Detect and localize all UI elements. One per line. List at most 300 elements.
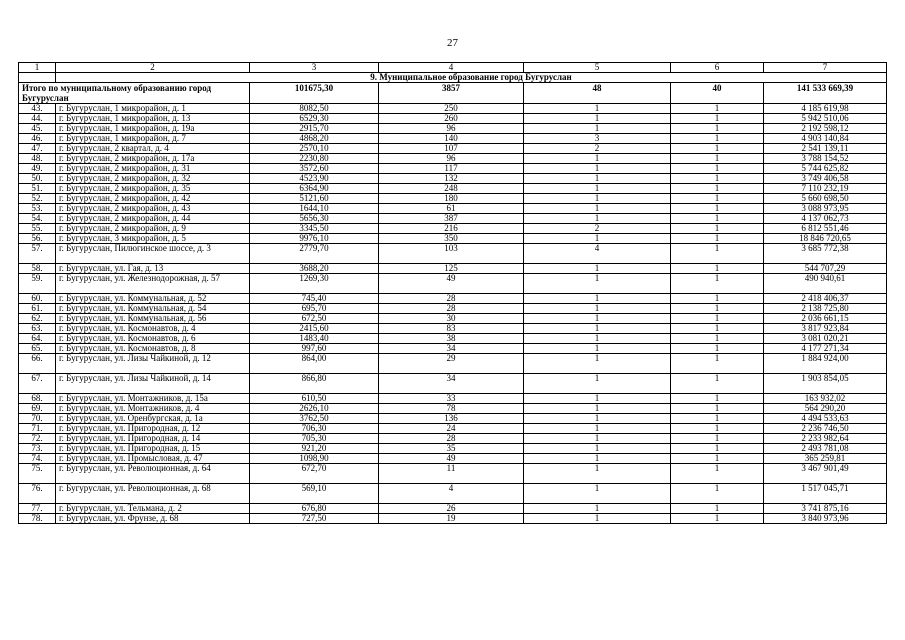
row-col6: 1 [671, 404, 764, 414]
row-col6: 1 [671, 144, 764, 154]
row-col5: 1 [524, 504, 671, 514]
table-row [19, 114, 887, 124]
row-sum: 2 236 746,50 [764, 424, 887, 434]
row-col5: 1 [524, 514, 671, 524]
row-col6: 1 [671, 204, 764, 214]
row-col6: 1 [671, 514, 764, 524]
row-col5: 1 [524, 404, 671, 414]
row-col5: 1 [524, 204, 671, 214]
row-area: 6529,30 [250, 114, 379, 124]
row-residents: 61 [379, 204, 524, 214]
row-number: 45. [19, 124, 56, 134]
table-row [19, 374, 887, 394]
row-residents: 49 [379, 274, 524, 294]
row-col5: 1 [524, 124, 671, 134]
row-col5: 1 [524, 434, 671, 444]
row-col6: 1 [671, 294, 764, 304]
row-sum: 3 088 973,95 [764, 204, 887, 214]
row-address: г. Бугуруслан, ул. Оренбургская, д. 1а [56, 414, 250, 424]
row-col5: 2 [524, 144, 671, 154]
row-address: г. Бугуруслан, ул. Космонавтов, д. 8 [56, 344, 250, 354]
row-residents: 38 [379, 334, 524, 344]
row-col5: 1 [524, 354, 671, 374]
row-address: г. Бугуруслан, ул. Космонавтов, д. 6 [56, 334, 250, 344]
row-sum: 1 884 924,00 [764, 354, 887, 374]
row-address: г. Бугуруслан, ул. Коммунальная, д. 54 [56, 304, 250, 314]
total-residents: 3857 [379, 83, 524, 104]
row-col6: 1 [671, 134, 764, 144]
row-col5: 1 [524, 324, 671, 334]
table-row [19, 104, 887, 114]
row-number: 57. [19, 244, 56, 264]
row-number: 55. [19, 224, 56, 234]
row-address: г. Бугуруслан, ул. Железнодорожная, д. 57 [56, 274, 250, 294]
row-col5: 1 [524, 294, 671, 304]
row-area: 6364,90 [250, 184, 379, 194]
row-number: 47. [19, 144, 56, 154]
row-sum: 544 707,29 [764, 264, 887, 274]
row-col6: 1 [671, 344, 764, 354]
row-number: 74. [19, 454, 56, 464]
row-number: 63. [19, 324, 56, 334]
row-residents: 107 [379, 144, 524, 154]
row-col6: 1 [671, 264, 764, 274]
row-address: г. Бугуруслан, 2 микрорайон, д. 35 [56, 184, 250, 194]
section-spacer [19, 73, 56, 83]
row-number: 72. [19, 434, 56, 444]
row-residents: 250 [379, 104, 524, 114]
row-sum: 5 660 698,50 [764, 194, 887, 204]
housing-table [18, 62, 887, 524]
row-number: 61. [19, 304, 56, 314]
row-sum: 4 137 062,73 [764, 214, 887, 224]
table-row [19, 484, 887, 504]
row-sum: 6 812 551,46 [764, 224, 887, 234]
row-residents: 96 [379, 124, 524, 134]
row-col5: 1 [524, 344, 671, 354]
row-area: 8082,50 [250, 104, 379, 114]
row-residents: 117 [379, 164, 524, 174]
row-sum: 2 233 982,64 [764, 434, 887, 444]
row-col5: 1 [524, 394, 671, 404]
table-row [19, 324, 887, 334]
table-row [19, 414, 887, 424]
row-col6: 1 [671, 244, 764, 264]
row-sum: 2 036 661,15 [764, 314, 887, 324]
row-address: г. Бугуруслан, ул. Пригородная, д. 14 [56, 434, 250, 444]
table-row [19, 144, 887, 154]
row-address: г. Бугуруслан, ул. Монтажников, д. 15а [56, 394, 250, 404]
row-sum: 3 081 020,21 [764, 334, 887, 344]
row-sum: 365 259,81 [764, 454, 887, 464]
table-row [19, 134, 887, 144]
row-col5: 1 [524, 174, 671, 184]
row-area: 2626,10 [250, 404, 379, 414]
section-title: 9. Муниципальное образование город Бугуруслан [56, 73, 887, 83]
row-sum: 4 185 619,98 [764, 104, 887, 114]
row-col5: 1 [524, 194, 671, 204]
row-address: г. Бугуруслан, 2 микрорайон, д. 42 [56, 194, 250, 204]
row-col6: 1 [671, 504, 764, 514]
row-col6: 1 [671, 174, 764, 184]
row-number: 48. [19, 154, 56, 164]
table-row [19, 214, 887, 224]
table-row [19, 464, 887, 484]
row-address: г. Бугуруслан, 1 микрорайон, д. 7 [56, 134, 250, 144]
table-row [19, 244, 887, 264]
row-area: 5656,30 [250, 214, 379, 224]
row-sum: 564 290,20 [764, 404, 887, 414]
row-area: 672,70 [250, 464, 379, 484]
row-col5: 1 [524, 454, 671, 464]
row-residents: 103 [379, 244, 524, 264]
row-address: г. Бугуруслан, ул. Пригородная, д. 12 [56, 424, 250, 434]
row-residents: 260 [379, 114, 524, 124]
total-col5: 48 [524, 83, 671, 104]
column-number: 2 [56, 63, 250, 73]
row-area: 2230,80 [250, 154, 379, 164]
row-col6: 1 [671, 124, 764, 134]
row-address: г. Бугуруслан, ул. Космонавтов, д. 4 [56, 324, 250, 334]
table-row [19, 504, 887, 514]
total-sum: 141 533 669,39 [764, 83, 887, 104]
row-residents: 34 [379, 344, 524, 354]
row-area: 745,40 [250, 294, 379, 304]
row-residents: 140 [379, 134, 524, 144]
row-col5: 1 [524, 234, 671, 244]
row-number: 56. [19, 234, 56, 244]
row-residents: 83 [379, 324, 524, 334]
row-residents: 30 [379, 314, 524, 324]
row-col6: 1 [671, 434, 764, 444]
table-row [19, 204, 887, 214]
table-row [19, 294, 887, 304]
row-col6: 1 [671, 154, 764, 164]
row-col5: 1 [524, 304, 671, 314]
row-residents: 28 [379, 294, 524, 304]
row-area: 1644,10 [250, 204, 379, 214]
total-col6: 40 [671, 83, 764, 104]
row-address: г. Бугуруслан, 3 микрорайон, д. 5 [56, 234, 250, 244]
row-address: г. Бугуруслан, ул. Пригородная, д. 15 [56, 444, 250, 454]
row-residents: 216 [379, 224, 524, 234]
row-col5: 1 [524, 334, 671, 344]
row-area: 921,20 [250, 444, 379, 454]
row-col5: 1 [524, 414, 671, 424]
table-row [19, 424, 887, 434]
row-number: 70. [19, 414, 56, 424]
row-residents: 33 [379, 394, 524, 404]
row-residents: 19 [379, 514, 524, 524]
row-number: 53. [19, 204, 56, 214]
row-area: 672,50 [250, 314, 379, 324]
row-col6: 1 [671, 314, 764, 324]
row-col6: 1 [671, 214, 764, 224]
row-col6: 1 [671, 234, 764, 244]
table-row [19, 344, 887, 354]
row-sum: 3 685 772,38 [764, 244, 887, 264]
row-sum: 5 942 510,06 [764, 114, 887, 124]
row-address: г. Бугуруслан, ул. Промысловая, д. 47 [56, 454, 250, 464]
row-sum: 3 817 923,84 [764, 324, 887, 334]
row-col5: 1 [524, 464, 671, 484]
row-address: г. Бугуруслан, ул. Коммунальная, д. 56 [56, 314, 250, 324]
row-col6: 1 [671, 484, 764, 504]
row-col6: 1 [671, 114, 764, 124]
row-sum: 3 467 901,49 [764, 464, 887, 484]
row-col6: 1 [671, 324, 764, 334]
row-col6: 1 [671, 184, 764, 194]
row-residents: 35 [379, 444, 524, 454]
row-number: 78. [19, 514, 56, 524]
row-col6: 1 [671, 394, 764, 404]
row-col5: 4 [524, 244, 671, 264]
row-number: 62. [19, 314, 56, 324]
row-number: 65. [19, 344, 56, 354]
row-area: 2779,70 [250, 244, 379, 264]
row-sum: 7 110 232,19 [764, 184, 887, 194]
row-col5: 2 [524, 224, 671, 234]
row-area: 4868,20 [250, 134, 379, 144]
row-area: 1483,40 [250, 334, 379, 344]
row-col5: 1 [524, 104, 671, 114]
row-number: 66. [19, 354, 56, 374]
row-col6: 1 [671, 414, 764, 424]
table-row [19, 404, 887, 414]
row-residents: 248 [379, 184, 524, 194]
row-area: 705,30 [250, 434, 379, 444]
row-residents: 387 [379, 214, 524, 224]
row-address: г. Бугуруслан, 2 микрорайон, д. 43 [56, 204, 250, 214]
column-number: 5 [524, 63, 671, 73]
row-number: 58. [19, 264, 56, 274]
row-area: 2415,60 [250, 324, 379, 334]
table-row [19, 164, 887, 174]
table-row [19, 184, 887, 194]
row-sum: 1 903 854,05 [764, 374, 887, 394]
table-row [19, 314, 887, 324]
row-area: 2570,10 [250, 144, 379, 154]
row-residents: 132 [379, 174, 524, 184]
row-col6: 1 [671, 274, 764, 294]
row-number: 60. [19, 294, 56, 304]
row-col6: 1 [671, 104, 764, 114]
table-row [19, 234, 887, 244]
row-area: 569,10 [250, 484, 379, 504]
row-address: г. Бугуруслан, 1 микрорайон, д. 19а [56, 124, 250, 134]
row-number: 77. [19, 504, 56, 514]
row-area: 3345,50 [250, 224, 379, 234]
row-sum: 2 192 598,12 [764, 124, 887, 134]
row-number: 50. [19, 174, 56, 184]
row-address: г. Бугуруслан, ул. Гая, д. 13 [56, 264, 250, 274]
row-address: г. Бугуруслан, ул. Революционная, д. 64 [56, 464, 250, 484]
column-number-row [19, 63, 887, 73]
row-address: г. Бугуруслан, ул. Монтажников, д. 4 [56, 404, 250, 414]
table-row [19, 454, 887, 464]
row-sum: 4 177 271,34 [764, 344, 887, 354]
row-address: г. Бугуруслан, 2 квартал, д. 4 [56, 144, 250, 154]
row-address: г. Бугуруслан, Пилюгинское шоссе, д. 3 [56, 244, 250, 264]
row-address: г. Бугуруслан, ул. Лизы Чайкиной, д. 14 [56, 374, 250, 394]
row-area: 866,80 [250, 374, 379, 394]
row-number: 73. [19, 444, 56, 454]
table-row [19, 334, 887, 344]
row-col5: 1 [524, 164, 671, 174]
row-col5: 1 [524, 424, 671, 434]
row-sum: 2 418 406,37 [764, 294, 887, 304]
row-col5: 1 [524, 154, 671, 164]
row-number: 51. [19, 184, 56, 194]
row-sum: 3 749 406,58 [764, 174, 887, 184]
row-number: 67. [19, 374, 56, 394]
row-address: г. Бугуруслан, ул. Коммунальная, д. 52 [56, 294, 250, 304]
row-residents: 28 [379, 304, 524, 314]
row-residents: 78 [379, 404, 524, 414]
table-row [19, 124, 887, 134]
row-number: 52. [19, 194, 56, 204]
row-col6: 1 [671, 224, 764, 234]
row-col6: 1 [671, 354, 764, 374]
row-sum: 2 493 781,08 [764, 444, 887, 454]
row-residents: 34 [379, 374, 524, 394]
table-row [19, 154, 887, 164]
row-residents: 24 [379, 424, 524, 434]
column-number: 6 [671, 63, 764, 73]
row-col5: 3 [524, 134, 671, 144]
column-number: 1 [19, 63, 56, 73]
row-sum: 2 541 139,11 [764, 144, 887, 154]
table-row [19, 354, 887, 374]
row-address: г. Бугуруслан, 2 микрорайон, д. 32 [56, 174, 250, 184]
row-sum: 4 903 140,84 [764, 134, 887, 144]
row-area: 727,50 [250, 514, 379, 524]
total-row [19, 83, 887, 104]
table-row [19, 444, 887, 454]
row-address: г. Бугуруслан, 2 микрорайон, д. 9 [56, 224, 250, 234]
row-residents: 29 [379, 354, 524, 374]
row-col6: 1 [671, 454, 764, 464]
row-number: 44. [19, 114, 56, 124]
row-col6: 1 [671, 374, 764, 394]
row-sum: 2 138 725,80 [764, 304, 887, 314]
row-address: г. Бугуруслан, 1 микрорайон, д. 1 [56, 104, 250, 114]
table-row [19, 434, 887, 444]
row-col5: 1 [524, 114, 671, 124]
row-area: 1098,90 [250, 454, 379, 464]
column-number: 4 [379, 63, 524, 73]
row-area: 4523,90 [250, 174, 379, 184]
table-row [19, 514, 887, 524]
row-address: г. Бугуруслан, ул. Революционная, д. 68 [56, 484, 250, 504]
row-number: 71. [19, 424, 56, 434]
row-residents: 11 [379, 464, 524, 484]
row-sum: 3 788 154,52 [764, 154, 887, 164]
row-sum: 3 741 875,16 [764, 504, 887, 514]
row-col5: 1 [524, 484, 671, 504]
row-address: г. Бугуруслан, 2 микрорайон, д. 17а [56, 154, 250, 164]
row-sum: 4 494 533,63 [764, 414, 887, 424]
row-area: 2915,70 [250, 124, 379, 134]
row-address: г. Бугуруслан, 1 микрорайон, д. 13 [56, 114, 250, 124]
table-row [19, 274, 887, 294]
row-sum: 3 840 973,96 [764, 514, 887, 524]
row-number: 59. [19, 274, 56, 294]
row-residents: 125 [379, 264, 524, 274]
row-residents: 180 [379, 194, 524, 204]
row-col5: 1 [524, 264, 671, 274]
table-row [19, 224, 887, 234]
row-area: 1269,30 [250, 274, 379, 294]
row-col6: 1 [671, 164, 764, 174]
table-row [19, 394, 887, 404]
row-residents: 26 [379, 504, 524, 514]
row-area: 3688,20 [250, 264, 379, 274]
row-sum: 490 940,61 [764, 274, 887, 294]
table-row [19, 304, 887, 314]
row-number: 49. [19, 164, 56, 174]
row-number: 46. [19, 134, 56, 144]
row-address: г. Бугуруслан, ул. Фрунзе, д. 68 [56, 514, 250, 524]
row-number: 76. [19, 484, 56, 504]
row-sum: 163 932,02 [764, 394, 887, 404]
row-col5: 1 [524, 314, 671, 324]
row-area: 997,60 [250, 344, 379, 354]
page-number: 27 [447, 37, 458, 49]
row-col6: 1 [671, 444, 764, 454]
column-number: 7 [764, 63, 887, 73]
total-area: 101675,30 [250, 83, 379, 104]
row-area: 3572,60 [250, 164, 379, 174]
row-residents: 4 [379, 484, 524, 504]
row-number: 54. [19, 214, 56, 224]
row-col6: 1 [671, 194, 764, 204]
row-col6: 1 [671, 464, 764, 484]
row-col5: 1 [524, 214, 671, 224]
row-sum: 18 846 720,65 [764, 234, 887, 244]
section-header-row [19, 73, 887, 83]
row-number: 43. [19, 104, 56, 114]
column-number: 3 [250, 63, 379, 73]
table-row [19, 264, 887, 274]
row-col5: 1 [524, 184, 671, 194]
row-col6: 1 [671, 304, 764, 314]
table-row [19, 174, 887, 184]
row-number: 68. [19, 394, 56, 404]
row-area: 3762,50 [250, 414, 379, 424]
row-address: г. Бугуруслан, 2 микрорайон, д. 44 [56, 214, 250, 224]
row-address: г. Бугуруслан, ул. Лизы Чайкиной, д. 12 [56, 354, 250, 374]
row-area: 5121,60 [250, 194, 379, 204]
row-col5: 1 [524, 374, 671, 394]
row-residents: 49 [379, 454, 524, 464]
row-number: 69. [19, 404, 56, 414]
row-area: 9976,10 [250, 234, 379, 244]
row-address: г. Бугуруслан, 2 микрорайон, д. 31 [56, 164, 250, 174]
row-number: 64. [19, 334, 56, 344]
row-residents: 350 [379, 234, 524, 244]
row-sum: 5 744 625,82 [764, 164, 887, 174]
row-residents: 136 [379, 414, 524, 424]
total-label: Итого по муниципальному образованию город Бугуруслан [19, 83, 250, 104]
table-row [19, 194, 887, 204]
row-residents: 96 [379, 154, 524, 164]
row-col6: 1 [671, 334, 764, 344]
row-area: 864,00 [250, 354, 379, 374]
row-area: 695,70 [250, 304, 379, 314]
row-col5: 1 [524, 274, 671, 294]
row-address: г. Бугуруслан, ул. Тельмана, д. 2 [56, 504, 250, 514]
